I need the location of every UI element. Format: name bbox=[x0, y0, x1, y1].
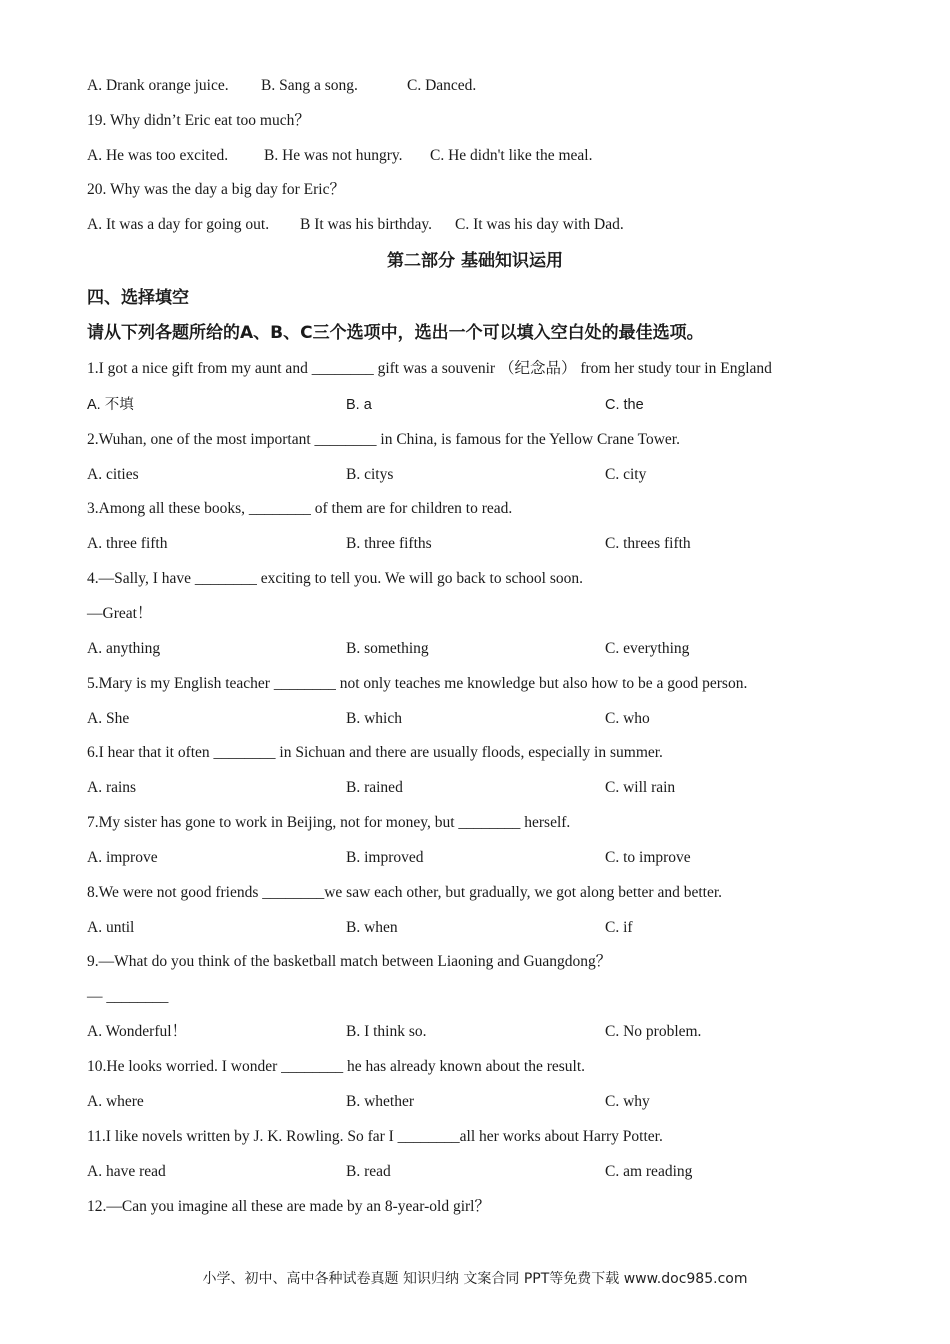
question-10: 10.He looks worried. I wonder ________ he has already known about the result. bbox=[87, 1058, 586, 1075]
q2-option-c: C. city bbox=[605, 466, 647, 483]
q10-option-a: A. where bbox=[87, 1093, 144, 1110]
question-2: 2.Wuhan, one of the most important ________ in China, is famous for the Yellow Crane Tower. bbox=[87, 431, 680, 448]
q18-option-b: B. Sang a song. bbox=[261, 77, 358, 94]
q19-option-c: C. He didn't like the meal. bbox=[430, 147, 593, 164]
q5-option-a: A. She bbox=[87, 710, 130, 727]
instruction: 请从下列各题所给的A、B、C三个选项中，选出一个可以填入空白处的最佳选项。 bbox=[87, 323, 704, 343]
q9-option-c: C. No problem. bbox=[605, 1023, 702, 1040]
q19-option-a: A. He was too excited. bbox=[87, 147, 229, 164]
q3-option-c: C. threes fifth bbox=[605, 535, 691, 552]
q9-option-a: A. Wonderful！ bbox=[87, 1023, 188, 1040]
q11-option-c: C. am reading bbox=[605, 1163, 693, 1180]
q19-option-b: B. He was not hungry. bbox=[264, 147, 403, 164]
q8-option-c: C. if bbox=[605, 919, 633, 936]
question-4-reply: —Great！ bbox=[87, 605, 153, 622]
q9-option-b: B. I think so. bbox=[346, 1023, 427, 1040]
question-1: 1.I got a nice gift from my aunt and ________ gift was a souvenir （纪念品） from her study tour in England bbox=[87, 360, 772, 377]
q8-option-b: B. when bbox=[346, 919, 398, 936]
q5-option-b: B. which bbox=[346, 710, 402, 727]
q10-option-c: C. why bbox=[605, 1093, 650, 1110]
question-12: 12.—Can you imagine all these are made by an 8-year-old girl？ bbox=[87, 1198, 490, 1215]
page-footer: 小学、初中、高中各种试卷真题 知识归纳 文案合同 PPT等免费下载 www.doc985.com bbox=[202, 1271, 748, 1287]
question-19: 19. Why didn’t Eric eat too much？ bbox=[87, 112, 310, 129]
q20-option-c: C. It was his day with Dad. bbox=[455, 216, 624, 233]
q18-option-a: A. Drank orange juice. bbox=[87, 77, 229, 94]
question-4: 4.—Sally, I have ________ exciting to tell you. We will go back to school soon. bbox=[87, 570, 583, 587]
q10-option-b: B. whether bbox=[346, 1093, 415, 1110]
q7-option-c: C. to improve bbox=[605, 849, 691, 866]
q5-option-c: C. who bbox=[605, 710, 650, 727]
question-8: 8.We were not good friends ________we saw each other, but gradually, we got along better and better. bbox=[87, 884, 723, 901]
q4-option-a: A. anything bbox=[87, 640, 161, 657]
q20-option-a: A. It was a day for going out. bbox=[87, 216, 270, 233]
question-7: 7.My sister has gone to work in Beijing, not for money, but ________ herself. bbox=[87, 814, 571, 831]
question-11: 11.I like novels written by J. K. Rowling. So far I ________all her works about Harry Potter. bbox=[87, 1128, 663, 1145]
question-9: 9.—What do you think of the basketball match between Liaoning and Guangdong？ bbox=[87, 953, 612, 970]
q18-option-c: C. Danced. bbox=[407, 77, 477, 94]
question-20: 20. Why was the day a big day for Eric？ bbox=[87, 181, 345, 198]
q11-option-b: B. read bbox=[346, 1163, 391, 1180]
q11-option-a: A. have read bbox=[87, 1163, 166, 1180]
q20-option-b: B It was his birthday. bbox=[300, 216, 433, 233]
question-5: 5.Mary is my English teacher ________ not only teaches me knowledge but also how to be a good person. bbox=[87, 675, 748, 692]
q7-option-b: B. improved bbox=[346, 849, 424, 866]
q3-option-b: B. three fifths bbox=[346, 535, 432, 552]
q2-option-b: B. citys bbox=[346, 466, 394, 483]
section-heading: 四、选择填空 bbox=[87, 288, 189, 308]
q7-option-a: A. improve bbox=[87, 849, 158, 866]
q4-option-c: C. everything bbox=[605, 640, 690, 657]
q1-option-b: B. a bbox=[346, 397, 372, 413]
q6-option-b: B. rained bbox=[346, 779, 403, 796]
q3-option-a: A. three fifth bbox=[87, 535, 168, 552]
section-title: 第二部分 基础知识运用 bbox=[387, 251, 563, 271]
q1-option-a: A. 不填 bbox=[87, 397, 134, 413]
q6-option-c: C. will rain bbox=[605, 779, 676, 796]
q1-option-c: C. the bbox=[605, 397, 644, 413]
q8-option-a: A. until bbox=[87, 919, 135, 936]
question-9-reply: — ________ bbox=[87, 988, 169, 1005]
q4-option-b: B. something bbox=[346, 640, 429, 657]
question-6: 6.I hear that it often ________ in Sichuan and there are usually floods, especially in summer. bbox=[87, 744, 663, 761]
q2-option-a: A. cities bbox=[87, 466, 139, 483]
question-3: 3.Among all these books, ________ of them are for children to read. bbox=[87, 500, 513, 517]
q6-option-a: A. rains bbox=[87, 779, 137, 796]
